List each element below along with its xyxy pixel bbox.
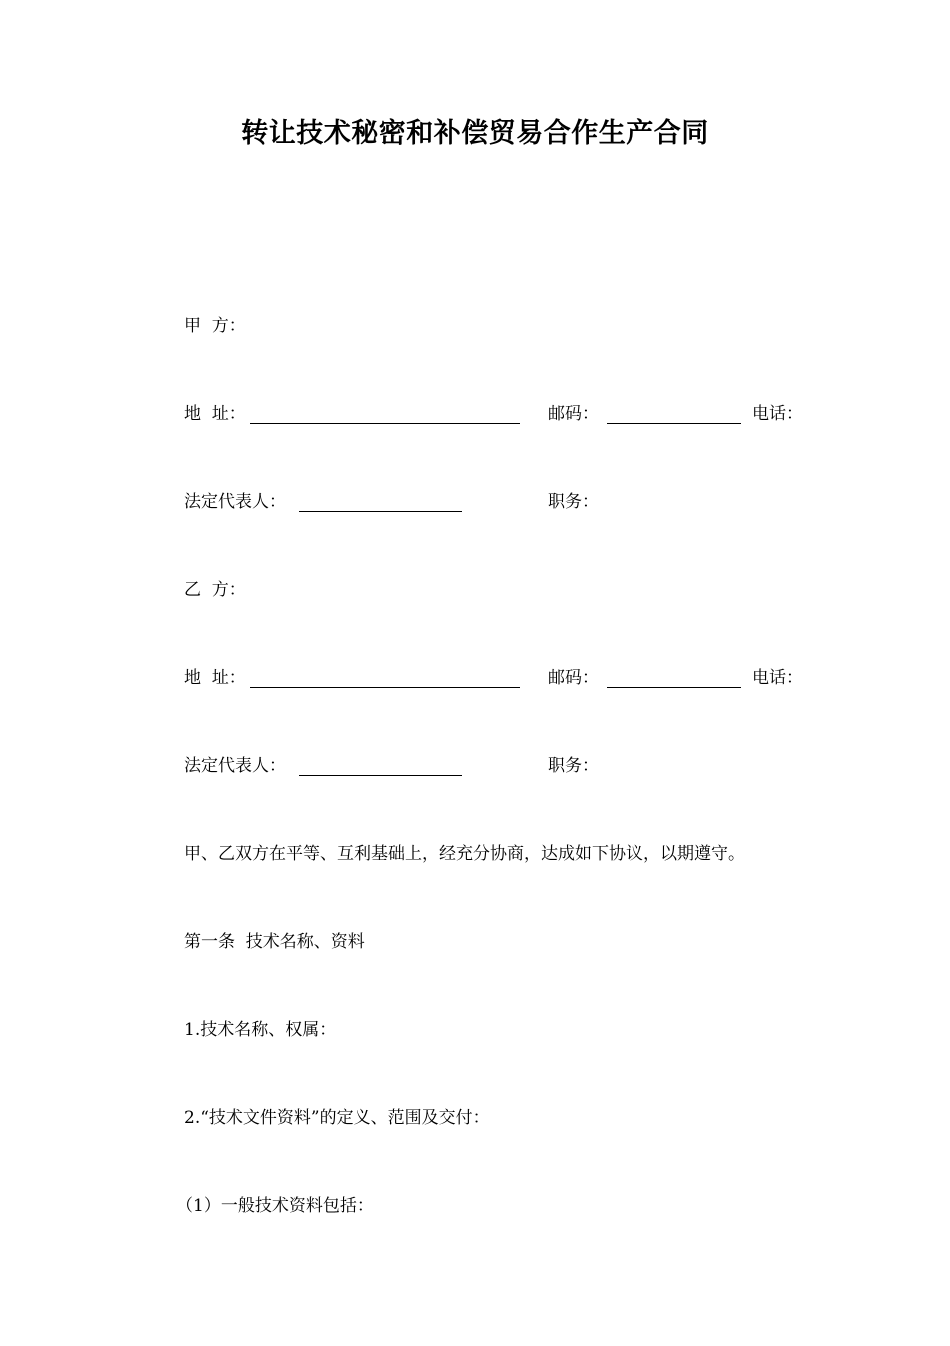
party-a-position-label: 职务： (548, 492, 599, 512)
party-b-label: 乙 方： (184, 580, 246, 600)
article-1-item-2-sub-1: （1）一般技术资料包括： (176, 1196, 374, 1216)
party-b-position-label: 职务： (548, 756, 599, 776)
party-b-address-label: 地 址： (184, 668, 246, 688)
article-1-heading: 第一条 技术名称、资料 (184, 932, 365, 952)
party-a-representative-blank (299, 511, 462, 512)
party-b-postcode-blank (607, 687, 741, 688)
party-a-address-blank (250, 423, 520, 424)
party-a-postcode-label: 邮码： (548, 404, 599, 424)
party-a-representative-label: 法定代表人： (184, 492, 286, 512)
party-b-address-blank (250, 687, 520, 688)
party-a-postcode-blank (607, 423, 741, 424)
party-a-label: 甲 方： (184, 316, 246, 336)
party-b-representative-blank (299, 775, 462, 776)
intro-paragraph: 甲、乙双方在平等、互利基础上，经充分协商，达成如下协议，以期遵守。 (184, 844, 745, 864)
party-a-address-label: 地 址： (184, 404, 246, 424)
article-1-item-1: 1.技术名称、权属： (184, 1020, 337, 1040)
document-title: 转让技术秘密和补偿贸易合作生产合同 (241, 118, 709, 149)
party-a-phone-label: 电话： (752, 404, 803, 424)
party-b-representative-label: 法定代表人： (184, 756, 286, 776)
party-b-postcode-label: 邮码： (548, 668, 599, 688)
article-1-item-2: 2.“技术文件资料”的定义、范围及交付： (184, 1108, 490, 1128)
party-b-phone-label: 电话： (752, 668, 803, 688)
